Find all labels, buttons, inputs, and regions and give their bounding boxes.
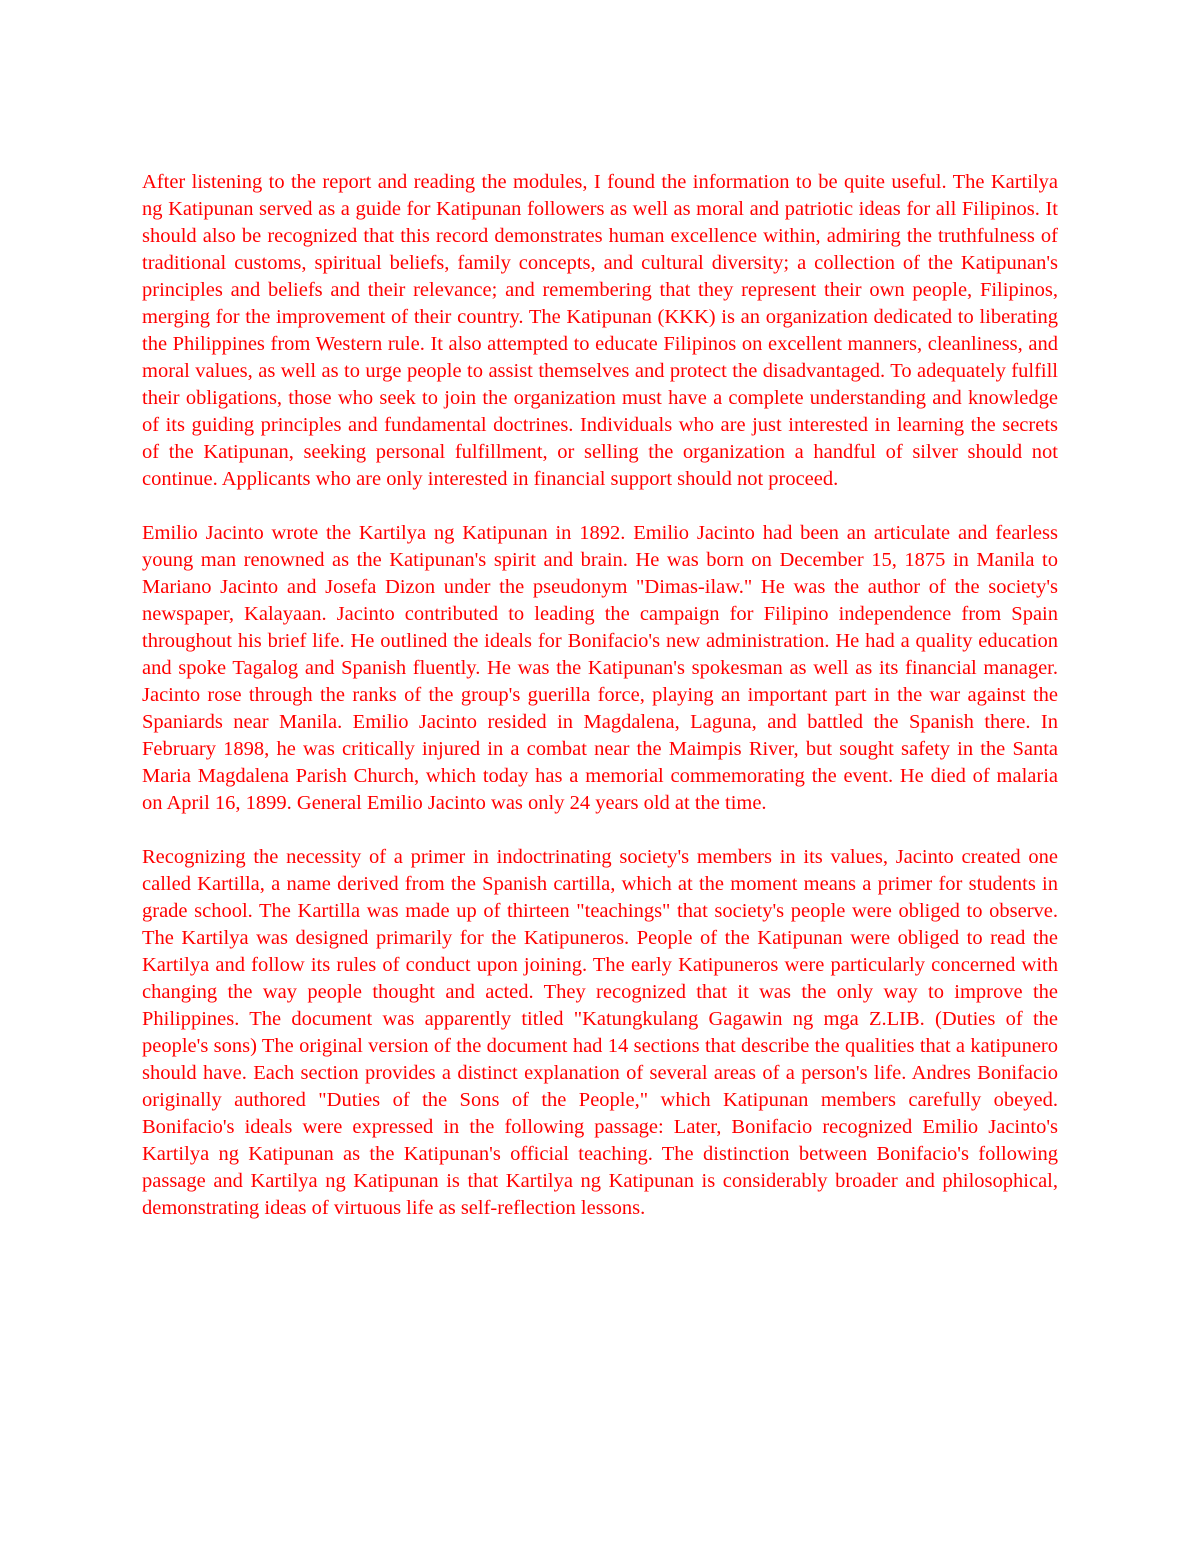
document-body [142,169,1058,1249]
paragraph-1: After listening to the report and reading the modules, I found the information to be quite useful. The Kartilya ng Katipunan served as a guide for Katipunan followers as well as moral and patriotic ideas for all Filipinos. It should also be recognized that this record demonstrates human excellence within, admiring the truthfulness of traditional customs, spiritual beliefs, family concepts, and cultural diversity; a collection of the Katipunan's principles and beliefs and their relevance; and remembering that they represent their own people, Filipinos, merging for the improvement of their country. The Katipunan (KKK) is an organization dedicated to liberating the Philippines from Western rule. It also attempted to educate Filipinos on excellent manners, cleanliness, and moral values, as well as to urge people to assist themselves and protect the disadvantaged. To adequately fulfill their obligations, those who seek to join the organization must have a complete understanding and knowledge of its guiding principles and fundamental doctrines. Individuals who are just interested in learning the secrets of the Katipunan, seeking personal fulfillment, or selling the organization a handful of silver should not continue. Applicants who are only interested in financial support should not proceed. [142,171,1058,490]
paragraph-3: Recognizing the necessity of a primer in indoctrinating society's members in its values, Jacinto created one called Kartilla, a name derived from the Spanish cartilla, which at the moment means a primer for students in grade school. The Kartilla was made up of thirteen "teachings" that society's people were obliged to observe. The Kartilya was designed primarily for the Katipuneros. People of the Katipunan were obliged to read the Kartilya and follow its rules of conduct upon joining. The early Katipuneros were particularly concerned with changing the way people thought and acted. They recognized that it was the only way to improve the Philippines. The document was apparently titled "Katungkulang Gagawin ng mga Z.LIB. (Duties of the people's sons) The original version of the document had 14 sections that describe the qualities that a katipunero should have. Each section provides a distinct explanation of several areas of a person's life. Andres Bonifacio originally authored "Duties of the Sons of the People," which Katipunan members carefully obeyed. Bonifacio's ideals were expressed in the following passage: Later, Bonifacio recognized Emilio Jacinto's Kartilya ng Katipunan as the Katipunan's official teaching. The distinction between Bonifacio's following passage and Kartilya ng Katipunan is that Kartilya ng Katipunan is considerably broader and philosophical, demonstrating ideas of virtuous life as self-reflection lessons. [142,846,1058,1219]
paragraph-2: Emilio Jacinto wrote the Kartilya ng Katipunan in 1892. Emilio Jacinto had been an articulate and fearless young man renowned as the Katipunan's spirit and brain. He was born on December 15, 1875 in Manila to Mariano Jacinto and Josefa Dizon under the pseudonym "Dimas-ilaw." He was the author of the society's newspaper, Kalayaan. Jacinto contributed to leading the campaign for Filipino independence from Spain throughout his brief life. He outlined the ideals for Bonifacio's new administration. He had a quality education and spoke Tagalog and Spanish fluently. He was the Katipunan's spokesman as well as its financial manager. Jacinto rose through the ranks of the group's guerilla force, playing an important part in the war against the Spaniards near Manila. Emilio Jacinto resided in Magdalena, Laguna, and battled the Spanish there. In February 1898, he was critically injured in a combat near the Maimpis River, but sought safety in the Santa Maria Magdalena Parish Church, which today has a memorial commemorating the event. He died of malaria on April 16, 1899. General Emilio Jacinto was only 24 years old at the time. [142,522,1058,814]
